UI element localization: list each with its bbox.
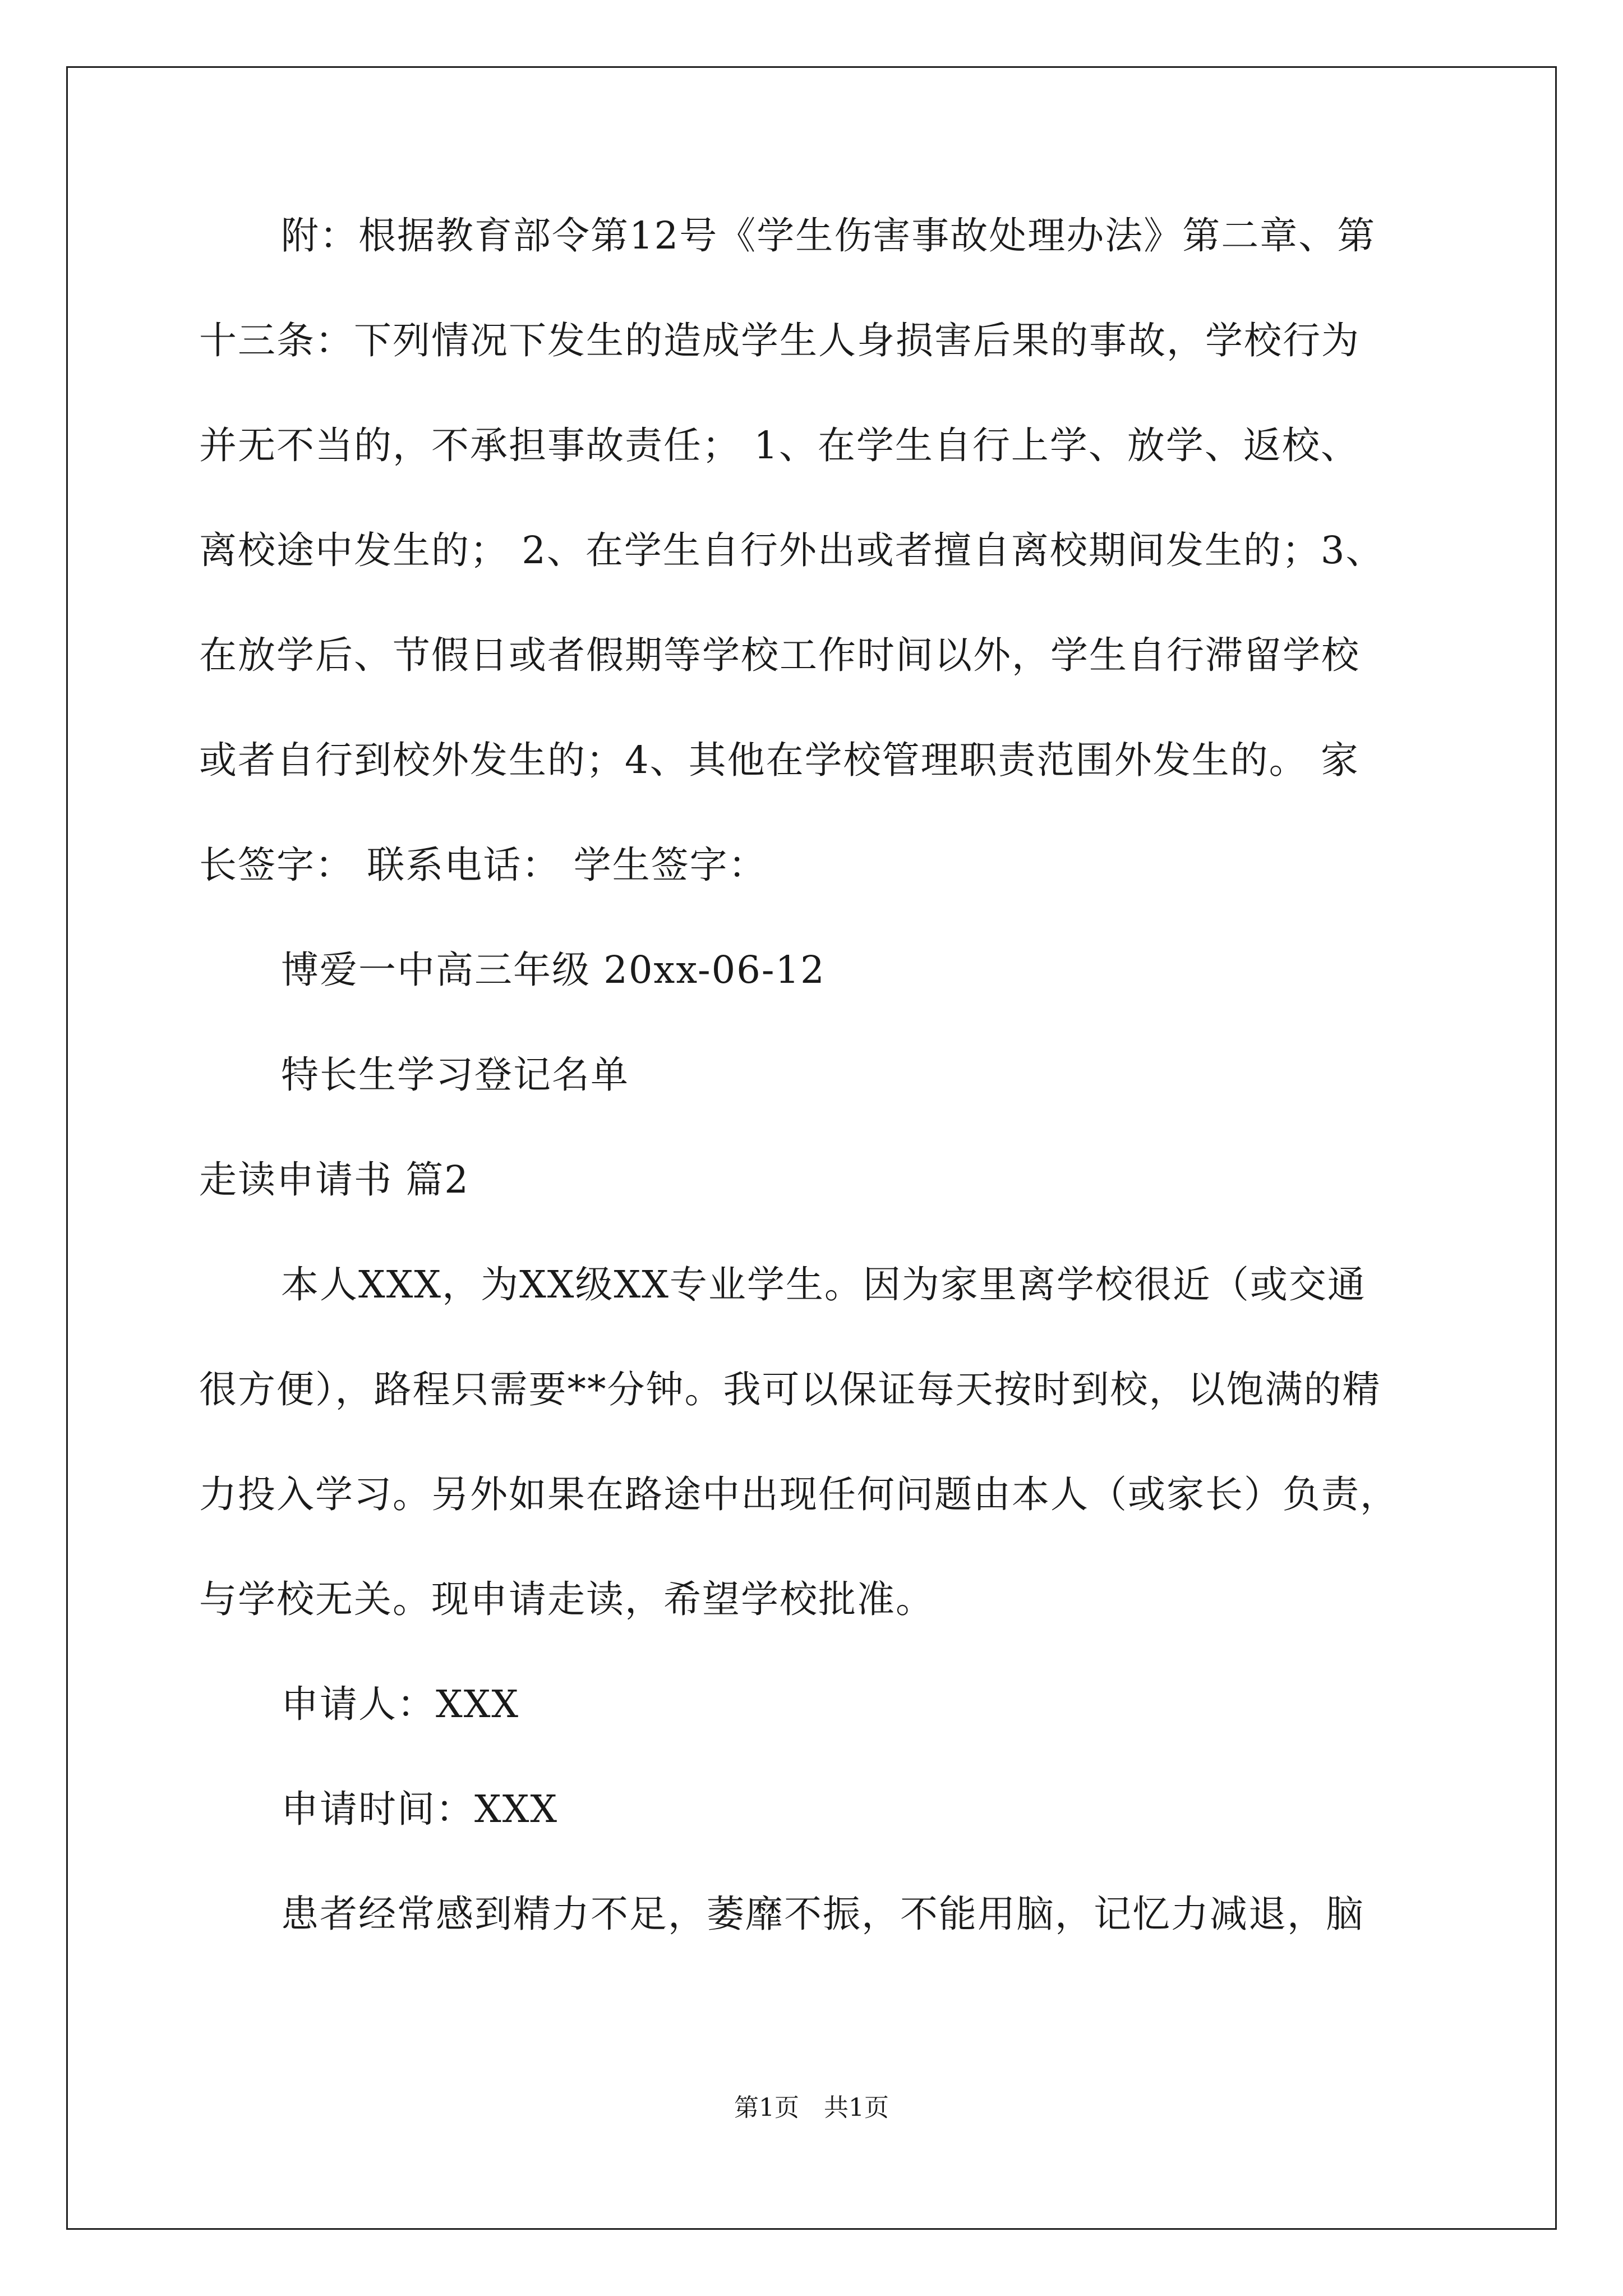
para-2-line-2: 很方便），路程只需要**分钟。我可以保证每天按时到校，以饱满的精 <box>199 1368 1381 1411</box>
applicant-line: 申请人：XXX <box>281 1682 520 1726</box>
signature-fields-line: 长签字： 联系电话： 学生签字： <box>199 843 767 887</box>
para-2-line-3: 力投入学习。另外如果在路途中出现任何问题由本人（或家长）负责， <box>199 1473 1399 1516</box>
application-date-line: 申请时间：XXX <box>281 1787 559 1831</box>
para-1-line-6: 或者自行到校外发生的；4、其他在学校管理职责范围外发生的。 家 <box>199 738 1359 782</box>
list-title-line: 特长生学习登记名单 <box>281 1053 629 1097</box>
para-1-line-1: 附：根据教育部令第12号《学生伤害事故处理办法》第二章、第 <box>281 214 1376 257</box>
para-2-line-4: 与学校无关。现申请走读，希望学校批准。 <box>199 1577 934 1621</box>
para-1-line-2: 十三条：下列情况下发生的造成学生人身损害后果的事故，学校行为 <box>199 319 1360 362</box>
section-heading: 走读申请书 篇2 <box>199 1158 469 1202</box>
page-number-footer: 第1页 共1页 <box>734 2093 889 2122</box>
para-1-line-4: 离校途中发生的； 2、在学生自行外出或者擅自离校期间发生的；3、 <box>199 528 1385 572</box>
para-1-line-5: 在放学后、节假日或者假期等学校工作时间以外，学生自行滞留学校 <box>199 633 1360 677</box>
para-3-line-1: 患者经常感到精力不足，萎靡不振，不能用脑，记忆力减退，脑 <box>281 1892 1364 1936</box>
para-2-line-1: 本人XXX，为XX级XX专业学生。因为家里离学校很近（或交通 <box>281 1263 1366 1306</box>
para-1-line-3: 并无不当的，不承担事故责任； 1、在学生自行上学、放学、返校、 <box>199 424 1359 467</box>
issuer-date-line: 博爱一中高三年级 20xx-06-12 <box>281 948 826 992</box>
